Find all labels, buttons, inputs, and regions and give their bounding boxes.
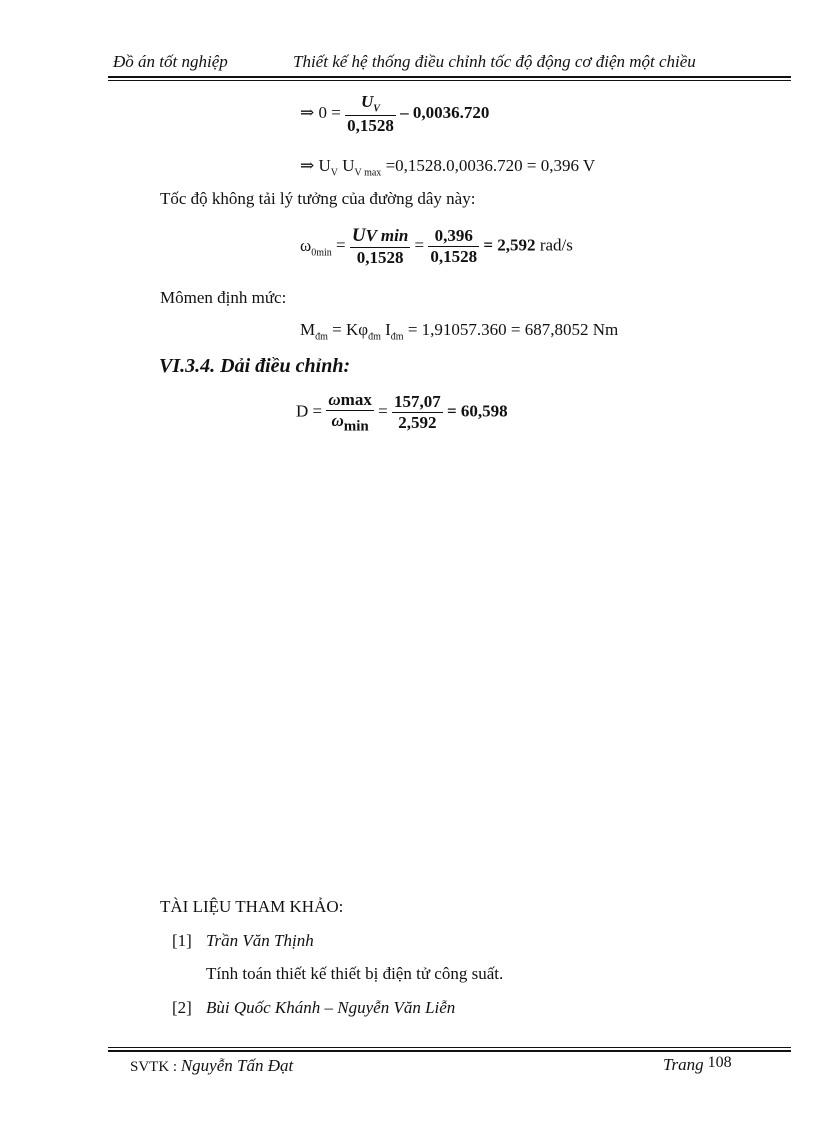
eq5-numerator-2: 157,07 <box>393 392 441 411</box>
footer-author-label: SVTK : <box>130 1059 181 1075</box>
footer-page-label: Trang <box>663 1055 704 1074</box>
eq3-numerator-1: UV min <box>351 225 409 246</box>
equation-3: $\omega_{0min}$ = $\frac{\text{UV min}}{0,1528}$ = $\frac{0,396}{0,1528}$ = 2,592 rad/s <box>300 225 573 267</box>
reference-2-number: [2] <box>172 998 192 1017</box>
header-rule-top <box>108 76 791 78</box>
eq1-fraction <box>345 92 396 136</box>
header-left: Đồ án tốt nghiệp <box>113 52 228 71</box>
equation-2 <box>300 156 595 178</box>
eq5-fraction-1 <box>326 390 373 435</box>
eq1-denominator: 0,1528 <box>347 115 394 135</box>
eq5-denominator-1: $\omega_{min}$ <box>331 410 369 434</box>
equation-1 <box>300 92 489 136</box>
eq3-result: = 2,592 <box>483 235 536 255</box>
eq2-term-2: $U_{V max}$ <box>342 156 382 179</box>
footer-rule-bottom <box>108 1050 791 1052</box>
footer-author <box>130 1056 293 1076</box>
references-title: TÀI LIỆU THAM KHẢO: <box>160 897 344 916</box>
header-right: Thiết kế hệ thống điều chỉnh tốc độ động cơ điện một chiều <box>293 52 696 71</box>
implies-arrow: ⇒ <box>300 156 315 175</box>
eq1-lhs: 0 = <box>318 103 341 123</box>
eq2-rest: =0,1528.0,0036.720 = 0,396 V <box>381 156 596 175</box>
equation-4: $M_{đm} = K\varphi_{đm}$ $I_{đm} = 1,91057.360 = 687,8052$ Nm <box>300 320 619 343</box>
eq5-lhs: D = <box>296 401 323 421</box>
paragraph-idle-speed: Tốc độ không tải lý tưởng của đường dây này: <box>160 189 476 208</box>
eq5-numerator-1: ωmax <box>328 390 372 409</box>
eq2-term-1: $U_V$ <box>318 156 339 179</box>
eq3-numerator-2: 0,396 <box>428 226 479 247</box>
footer-page <box>663 1055 732 1075</box>
reference-1-book: Tính toán thiết kế thiết bị điện tử công suất. <box>206 964 504 983</box>
footer-rule-top <box>108 1047 791 1048</box>
eq3-lhs: $\omega_{0min}$ <box>300 235 332 258</box>
equation-5: D = $\frac{\omega\max}{\omega_{min}}$ = $\frac{157,07}{2,592}$ = 60,598 <box>296 390 508 434</box>
eq1-tail: – 0,0036.720 <box>400 103 490 123</box>
eq1-numerator: $U_V$ <box>345 92 396 116</box>
paragraph-rated-torque: Mômen định mức: <box>160 288 287 307</box>
eq3-denominator-1: 0,1528 <box>356 247 404 267</box>
eq3-fraction-1 <box>350 225 410 268</box>
section-heading: VI.3.4. Dải điều chỉnh: <box>159 355 351 377</box>
page-number: 108 <box>707 1054 732 1071</box>
eq5-denominator-2: 2,592 <box>398 412 437 432</box>
reference-2-author: Bùi Quốc Khánh – Nguyễn Văn Liễn <box>206 998 456 1017</box>
implies-arrow: ⇒ <box>300 103 315 123</box>
eq3-unit: rad/s <box>539 235 573 255</box>
eq3-denominator-2: 0,1528 <box>430 246 478 266</box>
reference-1-number: [1] <box>172 931 192 950</box>
reference-1-author: Trần Văn Thịnh <box>206 931 314 950</box>
header-rule-bottom <box>108 80 791 81</box>
eq3-fraction-2 <box>428 226 479 267</box>
eq5-fraction-2 <box>392 392 443 433</box>
eq5-result: = 60,598 <box>446 401 508 421</box>
footer-author-name: Nguyễn Tấn Đạt <box>180 1056 294 1075</box>
